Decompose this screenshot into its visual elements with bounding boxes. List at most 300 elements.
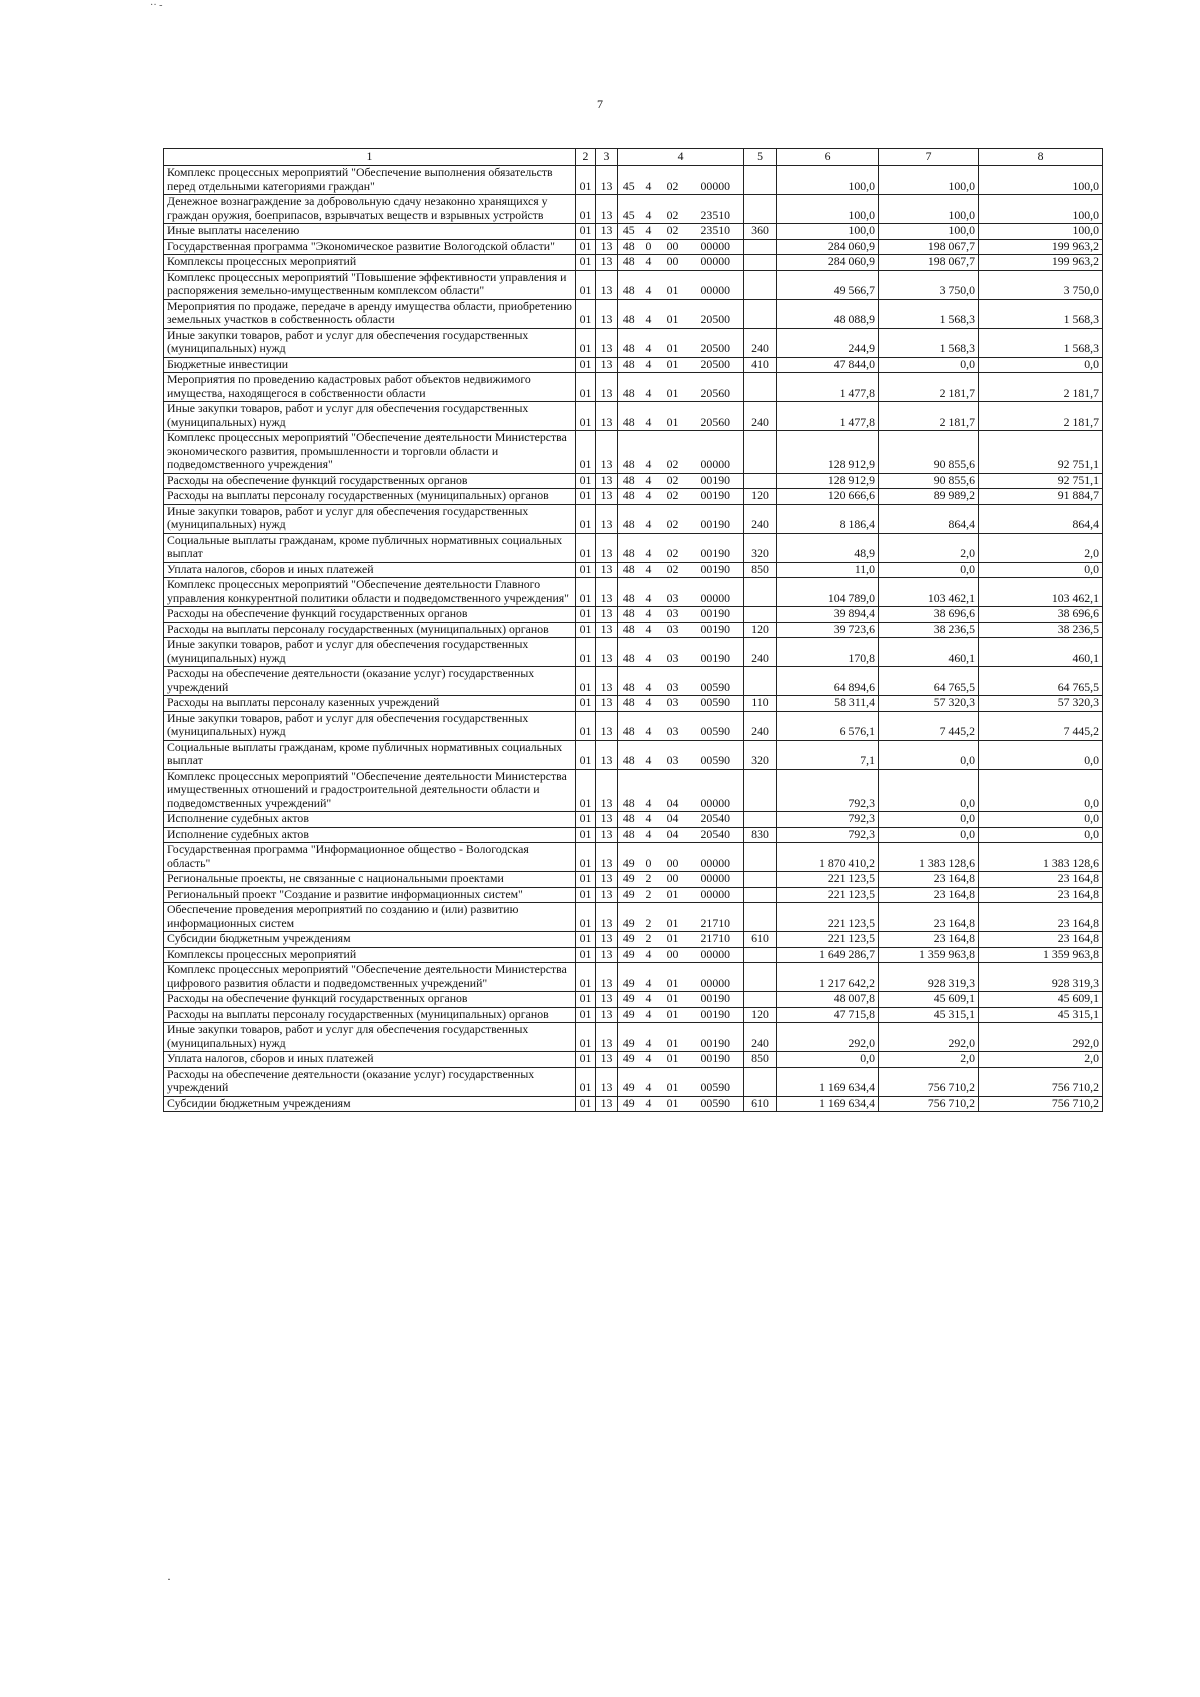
row-name: Иные закупки товаров, работ и услуг для обеспечения государственных (муниципальных) нужд xyxy=(164,1023,576,1052)
expense-type-code: 120 xyxy=(744,1007,777,1023)
direction-code: 00000 xyxy=(688,887,744,903)
subsection-code: 13 xyxy=(596,843,618,872)
table-row xyxy=(164,1023,1103,1052)
subprogram-code: 4 xyxy=(640,1023,658,1052)
direction-code: 00590 xyxy=(688,696,744,712)
amount-col-8: 38 236,5 xyxy=(979,622,1103,638)
program-code: 48 xyxy=(618,638,640,667)
direction-code: 00190 xyxy=(688,504,744,533)
amount-col-6: 39 894,4 xyxy=(777,607,879,623)
section-code: 01 xyxy=(576,696,596,712)
amount-col-8: 292,0 xyxy=(979,1023,1103,1052)
expense-type-code xyxy=(744,992,777,1008)
amount-col-6: 170,8 xyxy=(777,638,879,667)
program-code: 49 xyxy=(618,1096,640,1112)
expense-type-code: 120 xyxy=(744,489,777,505)
direction-code: 00000 xyxy=(688,843,744,872)
corner-mark: ·· - xyxy=(150,0,163,11)
amount-col-6: 47 715,8 xyxy=(777,1007,879,1023)
direction-code: 20540 xyxy=(688,812,744,828)
activity-code: 01 xyxy=(658,1096,688,1112)
row-name: Расходы на выплаты персоналу государственных (муниципальных) органов xyxy=(164,489,576,505)
direction-code: 00590 xyxy=(688,1067,744,1096)
table-row xyxy=(164,195,1103,224)
expense-type-code xyxy=(744,166,777,195)
amount-col-8: 92 751,1 xyxy=(979,473,1103,489)
activity-code: 02 xyxy=(658,431,688,474)
program-code: 48 xyxy=(618,827,640,843)
activity-code: 01 xyxy=(658,357,688,373)
direction-code: 20560 xyxy=(688,402,744,431)
amount-col-7: 756 710,2 xyxy=(879,1096,979,1112)
table-row xyxy=(164,887,1103,903)
table-row xyxy=(164,562,1103,578)
direction-code: 00000 xyxy=(688,431,744,474)
amount-col-7: 7 445,2 xyxy=(879,711,979,740)
expense-type-code: 320 xyxy=(744,740,777,769)
footer-mark: · xyxy=(167,1572,171,1586)
activity-code: 04 xyxy=(658,769,688,812)
direction-code: 00590 xyxy=(688,740,744,769)
amount-col-7: 100,0 xyxy=(879,224,979,240)
amount-col-7: 3 750,0 xyxy=(879,270,979,299)
program-code: 48 xyxy=(618,328,640,357)
subsection-code: 13 xyxy=(596,489,618,505)
section-code: 01 xyxy=(576,769,596,812)
amount-col-6: 221 123,5 xyxy=(777,872,879,888)
row-name: Комплекс процессных мероприятий "Повышение эффективности управления и распоряжения земельно-имущественным комплексом области" xyxy=(164,270,576,299)
amount-col-8: 0,0 xyxy=(979,827,1103,843)
activity-code: 02 xyxy=(658,224,688,240)
section-code: 01 xyxy=(576,1096,596,1112)
amount-col-8: 864,4 xyxy=(979,504,1103,533)
activity-code: 02 xyxy=(658,473,688,489)
subsection-code: 13 xyxy=(596,1007,618,1023)
amount-col-7: 1 568,3 xyxy=(879,328,979,357)
program-code: 48 xyxy=(618,504,640,533)
amount-col-6: 39 723,6 xyxy=(777,622,879,638)
amount-col-8: 64 765,5 xyxy=(979,667,1103,696)
amount-col-7: 23 164,8 xyxy=(879,887,979,903)
amount-col-6: 1 169 634,4 xyxy=(777,1067,879,1096)
amount-col-8: 756 710,2 xyxy=(979,1067,1103,1096)
table-row xyxy=(164,947,1103,963)
subsection-code: 13 xyxy=(596,224,618,240)
amount-col-8: 103 462,1 xyxy=(979,578,1103,607)
program-code: 48 xyxy=(618,533,640,562)
row-name: Государственная программа "Экономическое развитие Вологодской области" xyxy=(164,239,576,255)
expense-type-code xyxy=(744,431,777,474)
expense-type-code: 240 xyxy=(744,402,777,431)
subsection-code: 13 xyxy=(596,431,618,474)
activity-code: 01 xyxy=(658,1067,688,1096)
subprogram-code: 4 xyxy=(640,533,658,562)
row-name: Уплата налогов, сборов и иных платежей xyxy=(164,562,576,578)
amount-col-7: 45 315,1 xyxy=(879,1007,979,1023)
row-name: Исполнение судебных актов xyxy=(164,827,576,843)
section-code: 01 xyxy=(576,903,596,932)
section-code: 01 xyxy=(576,932,596,948)
program-code: 48 xyxy=(618,373,640,402)
activity-code: 01 xyxy=(658,402,688,431)
program-code: 49 xyxy=(618,903,640,932)
activity-code: 03 xyxy=(658,638,688,667)
amount-col-8: 100,0 xyxy=(979,166,1103,195)
subprogram-code: 4 xyxy=(640,166,658,195)
table-row xyxy=(164,402,1103,431)
direction-code: 21710 xyxy=(688,932,744,948)
expense-type-code: 850 xyxy=(744,1052,777,1068)
subsection-code: 13 xyxy=(596,607,618,623)
amount-col-7: 864,4 xyxy=(879,504,979,533)
amount-col-8: 45 315,1 xyxy=(979,1007,1103,1023)
amount-col-7: 1 383 128,6 xyxy=(879,843,979,872)
amount-col-6: 58 311,4 xyxy=(777,696,879,712)
subprogram-code: 4 xyxy=(640,402,658,431)
subprogram-code: 4 xyxy=(640,740,658,769)
amount-col-8: 57 320,3 xyxy=(979,696,1103,712)
amount-col-7: 0,0 xyxy=(879,740,979,769)
subsection-code: 13 xyxy=(596,963,618,992)
amount-col-6: 104 789,0 xyxy=(777,578,879,607)
amount-col-8: 91 884,7 xyxy=(979,489,1103,505)
amount-col-8: 0,0 xyxy=(979,357,1103,373)
section-code: 01 xyxy=(576,1052,596,1068)
amount-col-6: 1 870 410,2 xyxy=(777,843,879,872)
header-col-1: 1 xyxy=(164,149,576,166)
amount-col-8: 100,0 xyxy=(979,224,1103,240)
row-name: Мероприятия по продаже, передаче в аренду имущества области, приобретению земельных участков в собственность области xyxy=(164,299,576,328)
row-name: Иные закупки товаров, работ и услуг для обеспечения государственных (муниципальных) нужд xyxy=(164,328,576,357)
amount-col-7: 460,1 xyxy=(879,638,979,667)
amount-col-6: 1 477,8 xyxy=(777,373,879,402)
table-row xyxy=(164,667,1103,696)
amount-col-6: 0,0 xyxy=(777,1052,879,1068)
amount-col-7: 928 319,3 xyxy=(879,963,979,992)
section-code: 01 xyxy=(576,578,596,607)
subprogram-code: 4 xyxy=(640,489,658,505)
amount-col-8: 1 568,3 xyxy=(979,299,1103,328)
activity-code: 00 xyxy=(658,947,688,963)
table-row xyxy=(164,578,1103,607)
expense-type-code: 610 xyxy=(744,1096,777,1112)
amount-col-7: 2 181,7 xyxy=(879,373,979,402)
table-row xyxy=(164,533,1103,562)
subprogram-code: 0 xyxy=(640,239,658,255)
activity-code: 01 xyxy=(658,373,688,402)
activity-code: 03 xyxy=(658,711,688,740)
row-name: Социальные выплаты гражданам, кроме публичных нормативных социальных выплат xyxy=(164,740,576,769)
subprogram-code: 4 xyxy=(640,963,658,992)
section-code: 01 xyxy=(576,270,596,299)
amount-col-6: 1 649 286,7 xyxy=(777,947,879,963)
amount-col-8: 23 164,8 xyxy=(979,932,1103,948)
table-row xyxy=(164,504,1103,533)
section-code: 01 xyxy=(576,357,596,373)
amount-col-8: 7 445,2 xyxy=(979,711,1103,740)
expense-type-code: 120 xyxy=(744,622,777,638)
subsection-code: 13 xyxy=(596,872,618,888)
activity-code: 03 xyxy=(658,696,688,712)
direction-code: 20500 xyxy=(688,357,744,373)
section-code: 01 xyxy=(576,239,596,255)
activity-code: 02 xyxy=(658,562,688,578)
amount-col-6: 292,0 xyxy=(777,1023,879,1052)
table-row xyxy=(164,711,1103,740)
subprogram-code: 0 xyxy=(640,843,658,872)
direction-code: 21710 xyxy=(688,903,744,932)
expense-type-code xyxy=(744,270,777,299)
subprogram-code: 4 xyxy=(640,622,658,638)
expense-type-code: 850 xyxy=(744,562,777,578)
program-code: 48 xyxy=(618,740,640,769)
amount-col-6: 48 088,9 xyxy=(777,299,879,328)
amount-col-6: 244,9 xyxy=(777,328,879,357)
direction-code: 00590 xyxy=(688,711,744,740)
table-row xyxy=(164,903,1103,932)
direction-code: 20500 xyxy=(688,328,744,357)
row-name: Иные закупки товаров, работ и услуг для обеспечения государственных (муниципальных) нужд xyxy=(164,402,576,431)
table-row xyxy=(164,357,1103,373)
subsection-code: 13 xyxy=(596,562,618,578)
header-col-5: 5 xyxy=(744,149,777,166)
expense-type-code xyxy=(744,843,777,872)
row-name: Расходы на выплаты персоналу казенных учреждений xyxy=(164,696,576,712)
table-row xyxy=(164,224,1103,240)
amount-col-6: 8 186,4 xyxy=(777,504,879,533)
table-row xyxy=(164,740,1103,769)
amount-col-8: 460,1 xyxy=(979,638,1103,667)
direction-code: 00590 xyxy=(688,667,744,696)
subsection-code: 13 xyxy=(596,992,618,1008)
section-code: 01 xyxy=(576,328,596,357)
expense-type-code: 320 xyxy=(744,533,777,562)
table-row xyxy=(164,1096,1103,1112)
subprogram-code: 4 xyxy=(640,711,658,740)
amount-col-7: 198 067,7 xyxy=(879,239,979,255)
program-code: 49 xyxy=(618,932,640,948)
section-code: 01 xyxy=(576,872,596,888)
subprogram-code: 4 xyxy=(640,373,658,402)
program-code: 45 xyxy=(618,195,640,224)
amount-col-6: 64 894,6 xyxy=(777,667,879,696)
subsection-code: 13 xyxy=(596,402,618,431)
activity-code: 02 xyxy=(658,195,688,224)
activity-code: 00 xyxy=(658,872,688,888)
subprogram-code: 2 xyxy=(640,887,658,903)
subprogram-code: 4 xyxy=(640,431,658,474)
row-name: Денежное вознаграждение за добровольную сдачу незаконно хранящихся у граждан оружия, боеприпасов, взрывчатых веществ и взрывных устройств xyxy=(164,195,576,224)
expense-type-code xyxy=(744,963,777,992)
amount-col-6: 100,0 xyxy=(777,166,879,195)
row-name: Бюджетные инвестиции xyxy=(164,357,576,373)
program-code: 48 xyxy=(618,299,640,328)
direction-code: 00190 xyxy=(688,533,744,562)
subsection-code: 13 xyxy=(596,740,618,769)
activity-code: 00 xyxy=(658,255,688,271)
expense-type-code xyxy=(744,473,777,489)
expense-type-code xyxy=(744,299,777,328)
direction-code: 00000 xyxy=(688,270,744,299)
table-row xyxy=(164,843,1103,872)
subprogram-code: 4 xyxy=(640,224,658,240)
row-name: Иные выплаты населению xyxy=(164,224,576,240)
row-name: Комплексы процессных мероприятий xyxy=(164,947,576,963)
activity-code: 02 xyxy=(658,504,688,533)
amount-col-8: 92 751,1 xyxy=(979,431,1103,474)
subprogram-code: 4 xyxy=(640,328,658,357)
subprogram-code: 4 xyxy=(640,195,658,224)
program-code: 49 xyxy=(618,1052,640,1068)
program-code: 48 xyxy=(618,812,640,828)
subsection-code: 13 xyxy=(596,239,618,255)
direction-code: 00190 xyxy=(688,638,744,667)
activity-code: 02 xyxy=(658,166,688,195)
amount-col-8: 23 164,8 xyxy=(979,872,1103,888)
activity-code: 03 xyxy=(658,740,688,769)
section-code: 01 xyxy=(576,812,596,828)
amount-col-7: 45 609,1 xyxy=(879,992,979,1008)
activity-code: 03 xyxy=(658,622,688,638)
row-name: Государственная программа "Информационное общество - Вологодская область" xyxy=(164,843,576,872)
expense-type-code xyxy=(744,578,777,607)
amount-col-7: 0,0 xyxy=(879,769,979,812)
section-code: 01 xyxy=(576,431,596,474)
amount-col-7: 89 989,2 xyxy=(879,489,979,505)
row-name: Социальные выплаты гражданам, кроме публичных нормативных социальных выплат xyxy=(164,533,576,562)
direction-code: 00190 xyxy=(688,622,744,638)
subprogram-code: 4 xyxy=(640,992,658,1008)
subsection-code: 13 xyxy=(596,887,618,903)
subprogram-code: 4 xyxy=(640,255,658,271)
amount-col-6: 792,3 xyxy=(777,812,879,828)
activity-code: 01 xyxy=(658,1023,688,1052)
amount-col-6: 284 060,9 xyxy=(777,239,879,255)
expense-type-code: 240 xyxy=(744,328,777,357)
program-code: 45 xyxy=(618,166,640,195)
table-row xyxy=(164,769,1103,812)
expense-type-code xyxy=(744,1067,777,1096)
row-name: Комплекс процессных мероприятий "Обеспечение деятельности Министерства экономического развития, промышленности и торговли области и подведомственного учреждения" xyxy=(164,431,576,474)
table-row xyxy=(164,270,1103,299)
row-name: Субсидии бюджетным учреждениям xyxy=(164,932,576,948)
row-name: Обеспечение проведения мероприятий по созданию и (или) развитию информационных систем xyxy=(164,903,576,932)
row-name: Региональные проекты, не связанные с национальными проектами xyxy=(164,872,576,888)
amount-col-6: 221 123,5 xyxy=(777,932,879,948)
row-name: Расходы на обеспечение функций государственных органов xyxy=(164,607,576,623)
subsection-code: 13 xyxy=(596,769,618,812)
amount-col-8: 2,0 xyxy=(979,533,1103,562)
subsection-code: 13 xyxy=(596,932,618,948)
row-name: Иные закупки товаров, работ и услуг для обеспечения государственных (муниципальных) нужд xyxy=(164,711,576,740)
direction-code: 00000 xyxy=(688,769,744,812)
amount-col-6: 1 477,8 xyxy=(777,402,879,431)
direction-code: 00190 xyxy=(688,1052,744,1068)
amount-col-7: 756 710,2 xyxy=(879,1067,979,1096)
section-code: 01 xyxy=(576,1007,596,1023)
row-name: Комплекс процессных мероприятий "Обеспечение деятельности Министерства цифрового развития области и подведомственных учреждений" xyxy=(164,963,576,992)
amount-col-8: 0,0 xyxy=(979,769,1103,812)
expense-type-code xyxy=(744,255,777,271)
subprogram-code: 4 xyxy=(640,299,658,328)
section-code: 01 xyxy=(576,992,596,1008)
row-name: Комплекс процессных мероприятий "Обеспечение деятельности Главного управления конкурентной политики области и подведомственного учреждения" xyxy=(164,578,576,607)
header-col-8: 8 xyxy=(979,149,1103,166)
amount-col-8: 0,0 xyxy=(979,740,1103,769)
row-name: Комплекс процессных мероприятий "Обеспечение выполнения обязательств перед отдельными категориями граждан" xyxy=(164,166,576,195)
subsection-code: 13 xyxy=(596,812,618,828)
expense-type-code xyxy=(744,239,777,255)
amount-col-8: 928 319,3 xyxy=(979,963,1103,992)
subsection-code: 13 xyxy=(596,1067,618,1096)
table-row xyxy=(164,328,1103,357)
table-row xyxy=(164,963,1103,992)
amount-col-8: 199 963,2 xyxy=(979,239,1103,255)
amount-col-7: 2,0 xyxy=(879,533,979,562)
amount-col-6: 128 912,9 xyxy=(777,431,879,474)
subprogram-code: 4 xyxy=(640,769,658,812)
amount-col-7: 198 067,7 xyxy=(879,255,979,271)
amount-col-7: 90 855,6 xyxy=(879,431,979,474)
subsection-code: 13 xyxy=(596,622,618,638)
section-code: 01 xyxy=(576,562,596,578)
amount-col-7: 38 696,6 xyxy=(879,607,979,623)
row-name: Расходы на обеспечение деятельности (оказание услуг) государственных учреждений xyxy=(164,1067,576,1096)
section-code: 01 xyxy=(576,224,596,240)
activity-code: 01 xyxy=(658,270,688,299)
section-code: 01 xyxy=(576,740,596,769)
table-row xyxy=(164,812,1103,828)
program-code: 49 xyxy=(618,872,640,888)
header-row xyxy=(164,149,1103,166)
amount-col-7: 0,0 xyxy=(879,827,979,843)
amount-col-7: 0,0 xyxy=(879,562,979,578)
program-code: 48 xyxy=(618,667,640,696)
table-row xyxy=(164,431,1103,474)
amount-col-8: 23 164,8 xyxy=(979,903,1103,932)
subprogram-code: 2 xyxy=(640,903,658,932)
expense-type-code: 410 xyxy=(744,357,777,373)
table-row xyxy=(164,239,1103,255)
row-name: Иные закупки товаров, работ и услуг для обеспечения государственных (муниципальных) нужд xyxy=(164,638,576,667)
program-code: 49 xyxy=(618,963,640,992)
expense-type-code: 240 xyxy=(744,711,777,740)
direction-code: 00190 xyxy=(688,607,744,623)
direction-code: 00190 xyxy=(688,562,744,578)
expense-type-code xyxy=(744,812,777,828)
amount-col-8: 0,0 xyxy=(979,812,1103,828)
amount-col-7: 1 568,3 xyxy=(879,299,979,328)
header-col-6: 6 xyxy=(777,149,879,166)
subsection-code: 13 xyxy=(596,473,618,489)
budget-table xyxy=(163,148,1103,1112)
table-row xyxy=(164,1007,1103,1023)
program-code: 48 xyxy=(618,239,640,255)
activity-code: 04 xyxy=(658,827,688,843)
amount-col-6: 284 060,9 xyxy=(777,255,879,271)
subprogram-code: 4 xyxy=(640,504,658,533)
table-row xyxy=(164,992,1103,1008)
program-code: 48 xyxy=(618,607,640,623)
section-code: 01 xyxy=(576,402,596,431)
expense-type-code xyxy=(744,769,777,812)
activity-code: 01 xyxy=(658,903,688,932)
expense-type-code: 610 xyxy=(744,932,777,948)
row-name: Расходы на выплаты персоналу государственных (муниципальных) органов xyxy=(164,1007,576,1023)
program-code: 48 xyxy=(618,270,640,299)
amount-col-6: 48 007,8 xyxy=(777,992,879,1008)
amount-col-7: 100,0 xyxy=(879,195,979,224)
